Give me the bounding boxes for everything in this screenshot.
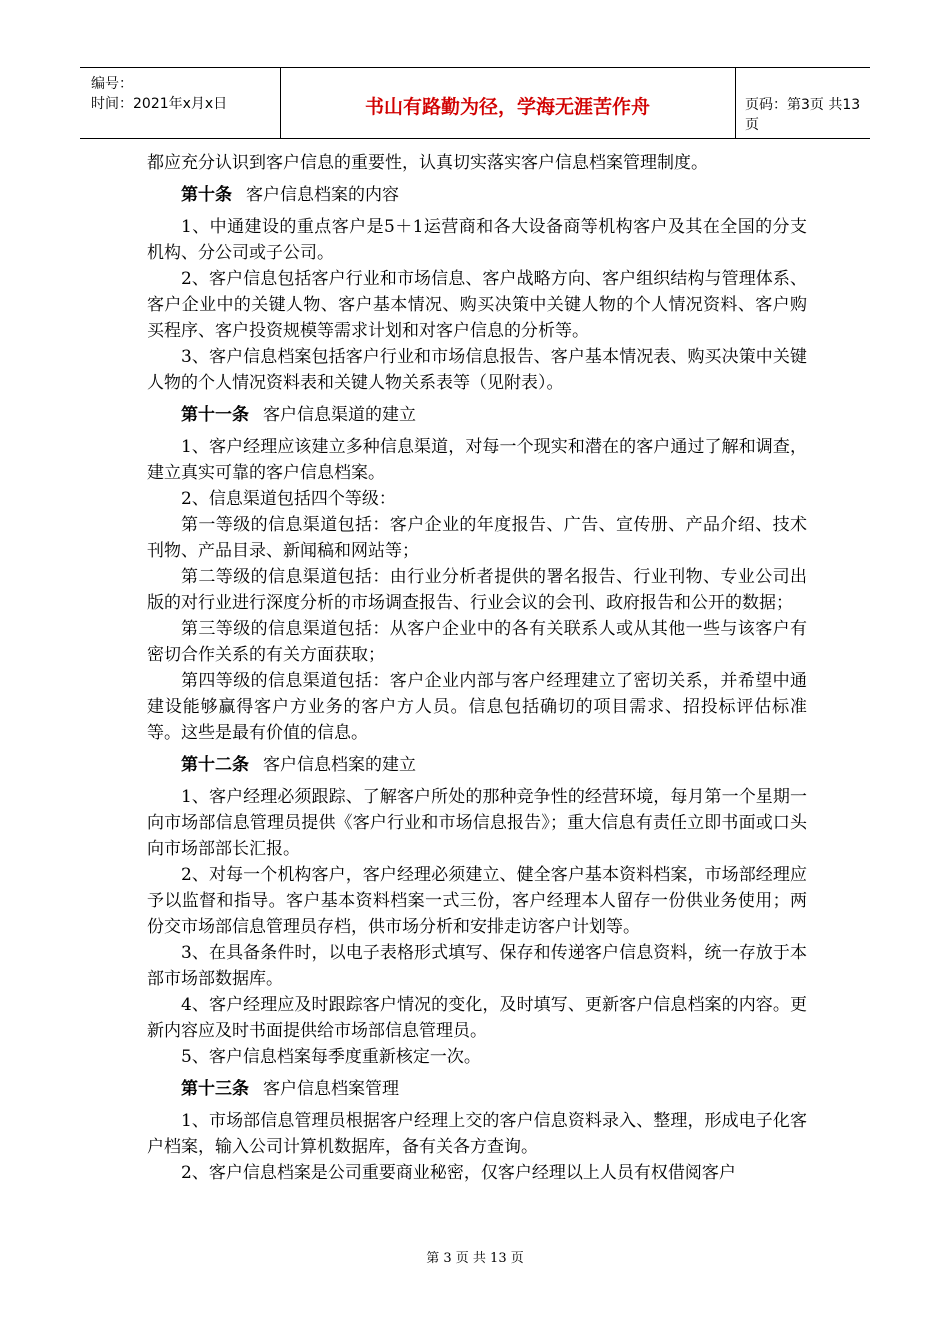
body-paragraph: 第一等级的信息渠道包括：客户企业的年度报告、广告、宣传册、产品介绍、技术刊物、产品目录、新闻稿和网站等；: [147, 515, 807, 561]
body-paragraph: 4、客户经理应及时跟踪客户情况的变化，及时填写、更新客户信息档案的内容。更新内容应及时书面提供给市场部信息管理员。: [147, 995, 807, 1041]
body-paragraph: 1、市场部信息管理员根据客户经理上交的客户信息资料录入、整理，形成电子化客户档案，输入公司计算机数据库，备有关各方查询。: [147, 1111, 807, 1157]
header-page-info: 页码：第3页 共13页: [745, 97, 861, 133]
document-body: [147, 150, 807, 1186]
article-number: 第十三条: [181, 1079, 249, 1099]
document-header: [80, 67, 870, 139]
article-heading: [147, 182, 807, 208]
article-title: 客户信息档案的建立: [263, 755, 416, 775]
document-date: 时间：2021年x月x日: [91, 96, 228, 112]
header-motto: 书山有路勤为径，学海无涯苦作舟: [364, 96, 650, 118]
article-heading: [147, 752, 807, 778]
article-title: 客户信息档案管理: [263, 1079, 399, 1099]
article-title: 客户信息档案的内容: [246, 185, 399, 205]
document-number: 编号：: [91, 76, 133, 92]
header-motto-cell: [280, 68, 736, 138]
body-paragraph: 1、客户经理必须跟踪、了解客户所处的那种竞争性的经营环境，每月第一个星期一向市场部信息管理员提供《客户行业和市场信息报告》；重大信息有责任立即书面或口头向市场部部长汇报。: [147, 787, 807, 859]
article-number: 第十一条: [181, 405, 249, 425]
page-footer: 第 3 页 共 13 页: [426, 1251, 524, 1266]
article-number: 第十二条: [181, 755, 249, 775]
body-paragraph: 第四等级的信息渠道包括：客户企业内部与客户经理建立了密切关系，并希望中通建设能够赢得客户方业务的客户方人员。信息包括确切的项目需求、招投标评估标准等。这些是最有价值的信息。: [147, 671, 807, 743]
body-paragraph: 2、信息渠道包括四个等级：: [181, 489, 396, 509]
article-number: 第十条: [181, 185, 232, 205]
body-paragraph: 3、在具备条件时，以电子表格形式填写、保存和传递客户信息资料，统一存放于本部市场部数据库。: [147, 943, 807, 989]
body-paragraph: 第三等级的信息渠道包括：从客户企业中的各有关联系人或从其他一些与该客户有密切合作关系的有关方面获取；: [147, 619, 807, 665]
body-paragraph: 5、客户信息档案每季度重新核定一次。: [181, 1047, 481, 1067]
body-paragraph: 3、客户信息档案包括客户行业和市场信息报告、客户基本情况表、购买决策中关键人物的个人情况资料表和关键人物关系表等（见附表）。: [147, 347, 807, 393]
body-paragraph: 2、对每一个机构客户，客户经理必须建立、健全客户基本资料档案，市场部经理应予以监督和指导。客户基本资料档案一式三份，客户经理本人留存一份供业务使用；两份交市场部信息管理员存档，供市场分析和安排走访客户计划等。: [147, 865, 807, 937]
body-paragraph: 第二等级的信息渠道包括：由行业分析者提供的署名报告、行业刊物、专业公司出版的对行业进行深度分析的市场调查报告、行业会议的会刊、政府报告和公开的数据；: [147, 567, 807, 613]
body-paragraph: 2、客户信息包括客户行业和市场信息、客户战略方向、客户组织结构与管理体系、客户企业中的关键人物、客户基本情况、购买决策中关键人物的个人情况资料、客户购买程序、客户投资规模等需求计划和对客户信息的分析等。: [147, 269, 807, 341]
article-title: 客户信息渠道的建立: [263, 405, 416, 425]
body-paragraph: 都应充分认识到客户信息的重要性，认真切实落实客户信息档案管理制度。: [147, 153, 708, 173]
body-paragraph: 1、中通建设的重点客户是5＋1运营商和各大设备商等机构客户及其在全国的分支机构、分公司或子公司。: [147, 217, 807, 263]
header-meta-cell: [80, 68, 281, 138]
body-paragraph: 2、客户信息档案是公司重要商业秘密，仅客户经理以上人员有权借阅客户: [181, 1163, 736, 1183]
article-heading: [147, 1076, 807, 1102]
header-page-cell: [735, 68, 870, 138]
body-paragraph: 1、客户经理应该建立多种信息渠道，对每一个现实和潜在的客户通过了解和调查，建立真实可靠的客户信息档案。: [147, 437, 807, 483]
article-heading: [147, 402, 807, 428]
